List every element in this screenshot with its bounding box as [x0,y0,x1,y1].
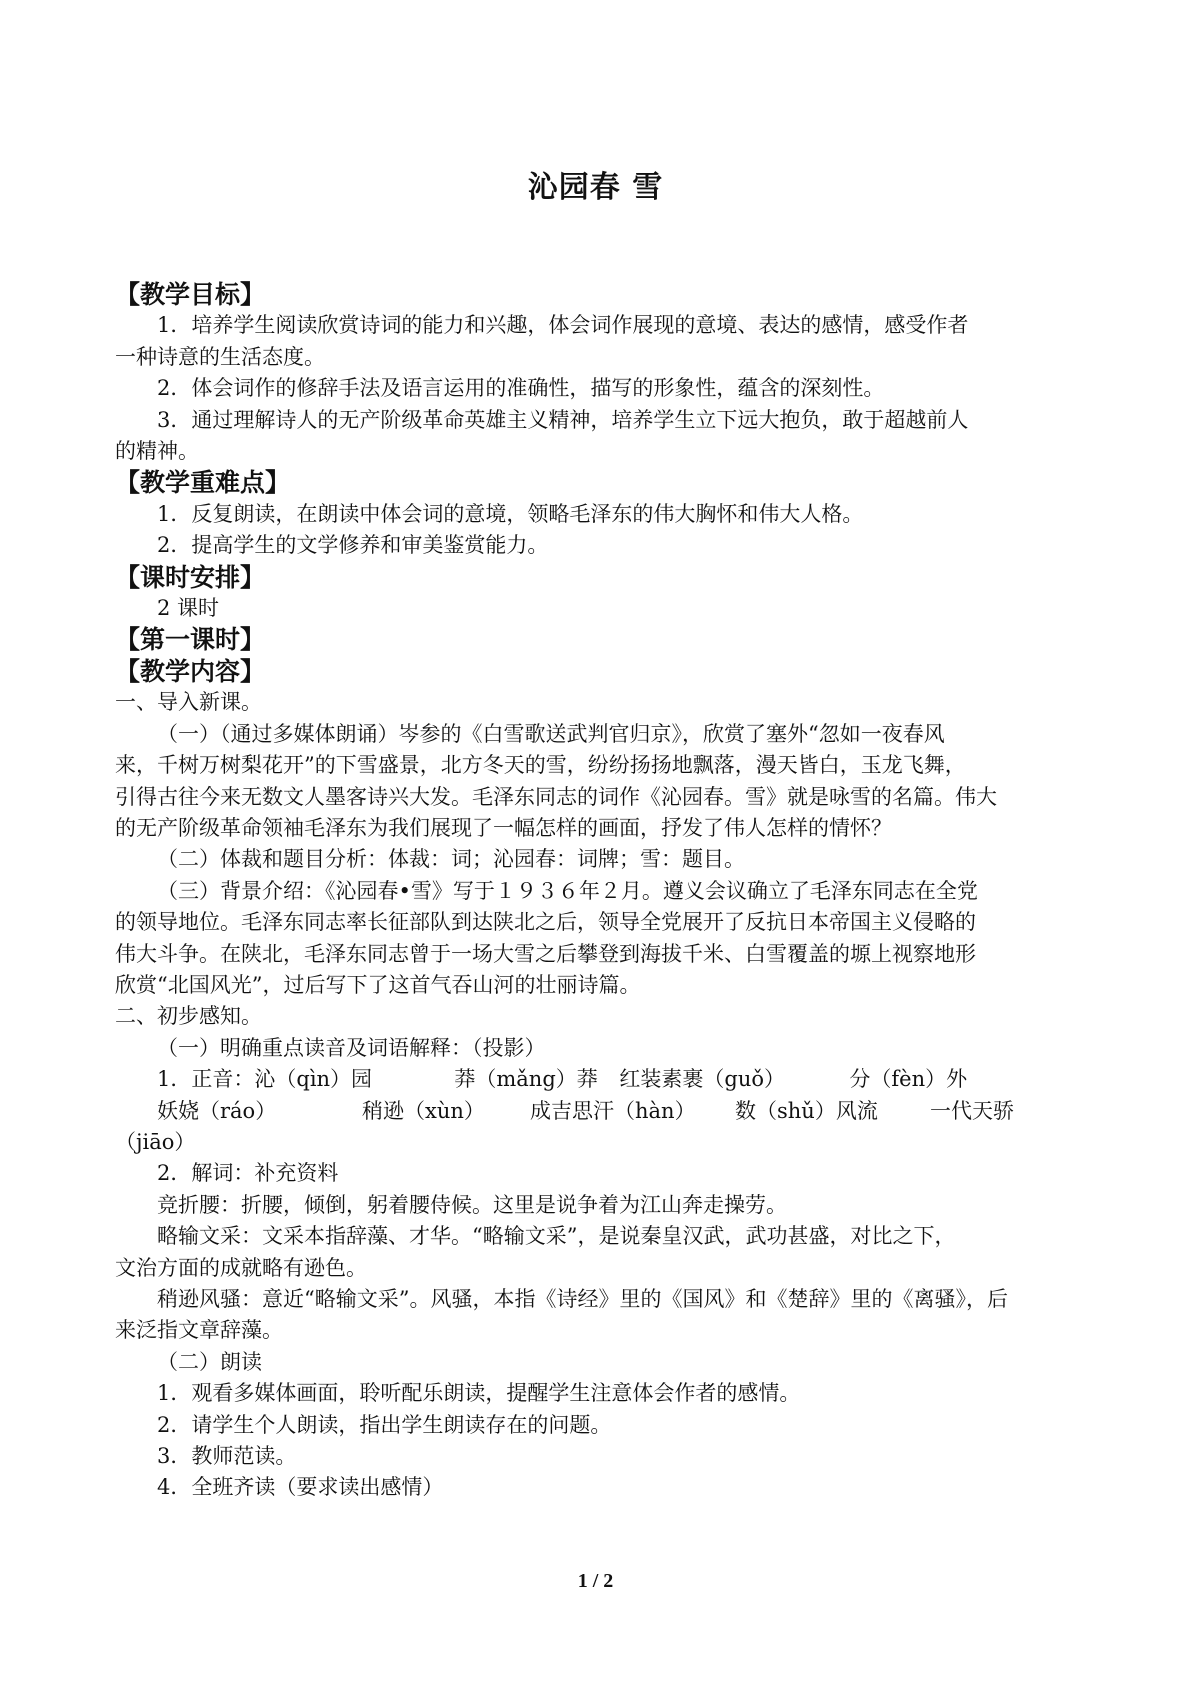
pronunciation-item: 莽（mǎng）莽 [454,1067,598,1092]
document-body [115,279,1075,1504]
pronunciation-item: 分（fèn）外 [849,1067,968,1092]
goal-line: 1．培养学生阅读欣赏诗词的能力和兴趣，体会词作展现的意境、表达的感情，感受作者 [157,313,969,338]
reading-step: 3．教师范读。 [157,1444,297,1469]
paragraph-line: 稍逊风骚：意近“略输文采”。风骚，本指《诗经》里的《国风》和《楚辞》里的《离骚》，后 [157,1287,1008,1311]
goal-line: 一种诗意的生活态度。 [115,344,325,369]
paragraph-line: 略输文采：文采本指辞藻、才华。“略输文采”，是说秦皇汉武，武功甚盛，对比之下， [157,1224,956,1249]
goal-line: 2．体会词作的修辞手法及语言运用的准确性，描写的形象性，蕴含的深刻性。 [157,376,885,401]
hours-text: 2 课时 [157,596,220,621]
paragraph-line: 的无产阶级革命领袖毛泽东为我们展现了一幅怎样的画面，抒发了伟人怎样的情怀？ [115,815,892,840]
key-points-heading: 【教学重难点】 [115,468,291,498]
paragraph-line: 文治方面的成就略有逊色。 [115,1255,367,1280]
paragraph-line: （一）（通过多媒体朗诵）岑参的《白雪歌送武判官归京》，欣赏了塞外“忽如一夜春风 [157,721,945,746]
pronunciation-label: 1．正音： [157,1067,255,1092]
goal-line: 3．通过理解诗人的无产阶级革命英雄主义精神，培养学生立下远大抱负，敢于超越前人 [157,407,969,432]
paragraph-line: 欣赏“北国风光”，过后写下了这首气吞山河的壮丽诗篇。 [115,972,641,997]
paragraph-line: 来，千树万树梨花开”的下雪盛景，北方冬天的雪，纷纷扬扬地飘落，漫天皆白，玉龙飞舞， [115,753,966,778]
part1-heading: 一、导入新课。 [115,690,262,715]
paragraph-line: （三）背景介绍：《沁园春•雪》写于１９３６年２月。遵义会议确立了毛泽东同志在全党 [157,878,978,903]
pronunciation-item: 红装素裹（guǒ） [619,1067,785,1092]
reading-step: 1．观看多媒体画面，聆听配乐朗读，提醒学生注意体会作者的感情。 [157,1381,801,1406]
pronunciation-item: 妖娆（ráo） [157,1098,277,1123]
pronunciation-item: 数（shǔ）风流 [735,1098,878,1123]
page-title: 沁园春 雪 [527,170,664,205]
paragraph-line: （二）朗读 [157,1349,262,1374]
reading-step: 2．请学生个人朗读，指出学生朗读存在的问题。 [157,1412,612,1437]
pronunciation-row [115,1096,1075,1127]
part2-heading: 二、初步感知。 [115,1004,262,1029]
paragraph-line: 伟大斗争。在陕北，毛泽东同志曾于一场大雪之后攀登到海拔千米、白雪覆盖的塬上视察地形 [115,941,976,966]
paragraph-line: （二）体裁和题目分析：体裁：词；沁园春：词牌；雪：题目。 [157,847,745,872]
paragraph-line: 的领导地位。毛泽东同志率长征部队到达陕北之后，领导全党展开了反抗日本帝国主义侵略的 [115,910,976,935]
pronunciation-row: （jiāo） [115,1129,196,1154]
paragraph-line: 竞折腰：折腰，倾倒，躬着腰侍候。这里是说争着为江山奔走操劳。 [157,1192,787,1217]
page-number: 1 / 2 [577,1570,614,1592]
pronunciation-item: 成吉思汗（hàn） [530,1098,696,1123]
paragraph-line: 引得古往今来无数文人墨客诗兴大发。毛泽东同志的词作《沁园春。雪》就是咏雪的名篇。伟大 [115,784,997,809]
first-lesson-heading: 【第一课时】 [115,625,266,655]
goals-heading: 【教学目标】 [115,280,266,309]
pronunciation-row [115,1064,1075,1095]
paragraph-line: 2．解词：补充资料 [157,1161,339,1186]
paragraph-line: 来泛指文章辞藻。 [115,1318,283,1343]
pronunciation-item: 稍逊（xùn） [362,1098,485,1123]
content-heading: 【教学内容】 [115,656,266,686]
reading-step: 4．全班齐读（要求读出感情） [157,1475,444,1500]
key-point-line: 1．反复朗读，在朗读中体会词的意境，领略毛泽东的伟大胸怀和伟大人格。 [157,501,864,526]
paragraph-line: （一）明确重点读音及词语解释：（投影） [157,1035,546,1060]
pronunciation-item: 一代天骄 [930,1098,1014,1123]
key-point-line: 2．提高学生的文学修养和审美鉴赏能力。 [157,533,549,558]
hours-heading: 【课时安排】 [115,562,266,592]
pronunciation-item: 沁（qìn）园 [254,1067,373,1092]
goal-line: 的精神。 [115,439,199,464]
